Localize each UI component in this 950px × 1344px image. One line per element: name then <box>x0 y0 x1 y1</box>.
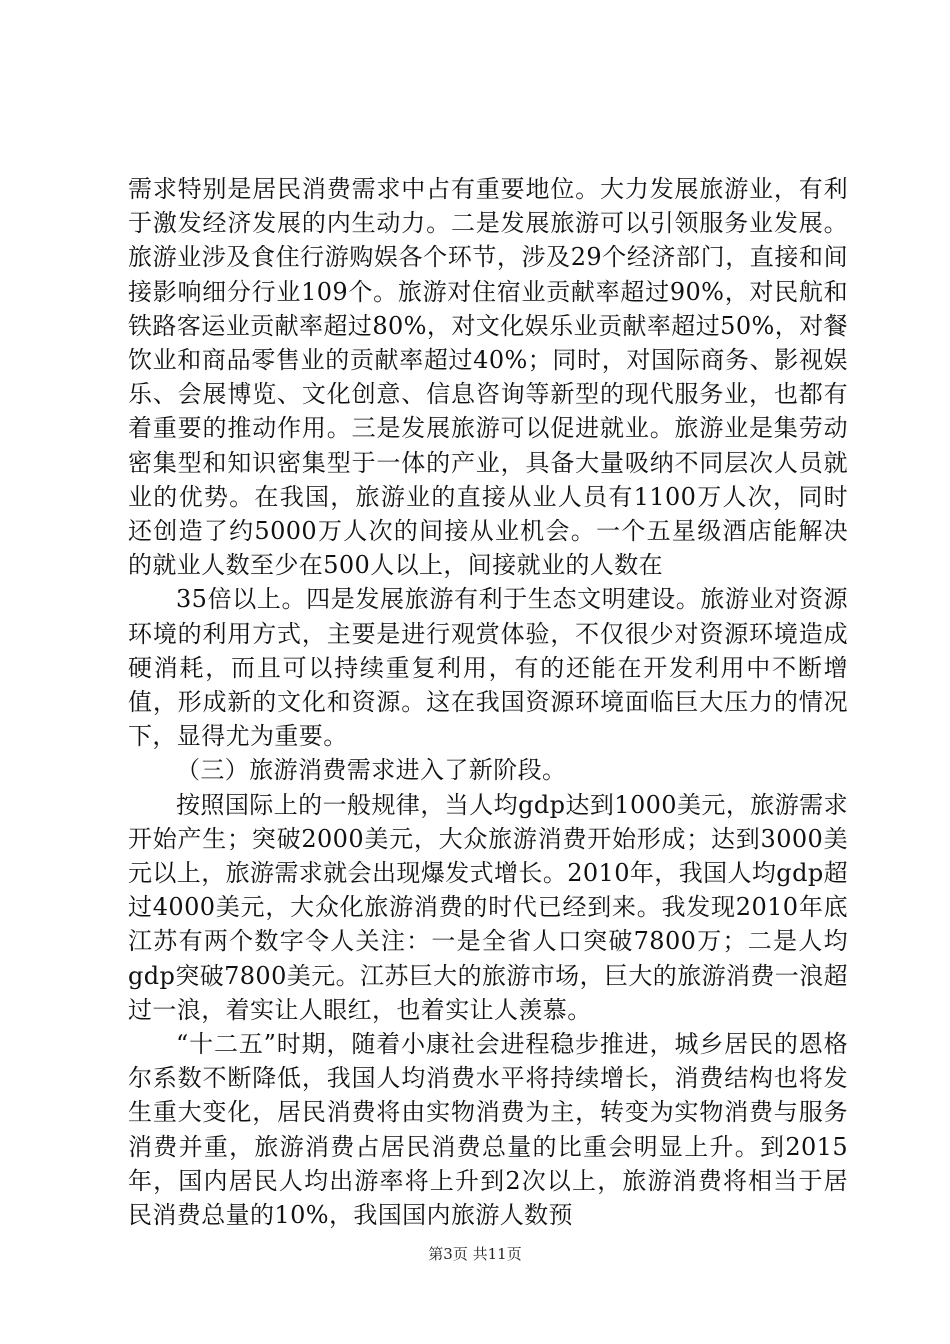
paragraph-twelfth-five-year: “十二五”时期，随着小康社会进程稳步推进，城乡居民的恩格尔系数不断降低，我国人均消费水平将持续增长，消费结构也将发生重大变化，居民消费将由实物消费为主，转变为实物消费与服务消费并重，旅游消费占居民消费总量的比重会明显上升。到2015年，国内居民人均出游率将上升到2次以上，旅游消费将相当于居民消费总量的10%，我国国内旅游人数预 <box>128 1030 848 1230</box>
paragraph-ecology: 35倍以上。四是发展旅游有利于生态文明建设。旅游业对资源环境的利用方式，主要是进行观赏体验，不仅很少对资源环境造成硬消耗，而且可以持续重复利用，有的还能在开发利用中不断增值，形成新的文化和资源。这在我国资源环境面临巨大压力的情况下，显得尤为重要。 <box>128 585 848 751</box>
page-footer: 第3页 共11页 <box>428 1245 522 1263</box>
paragraph-gdp: 按照国际上的一般规律，当人均gdp达到1000美元，旅游需求开始产生；突破2000美元，大众旅游消费开始形成；达到3000美元以上，旅游需求就会出现爆发式增长。2010年，我国人均gdp超过4000美元，大众化旅游消费的时代已经到来。我发现2010年底江苏有两个数字令人关注：一是全省人口突破7800万；二是人均gdp突破7800美元。江苏巨大的旅游市场，巨大的旅游消费一浪超过一浪，着实让人眼红，也着实让人羡慕。 <box>128 790 848 1024</box>
section-heading: （三）旅游消费需求进入了新阶段。 <box>176 756 567 785</box>
paragraph-continued: 需求特别是居民消费需求中占有重要地位。大力发展旅游业，有利于激发经济发展的内生动力。二是发展旅游可以引领服务业发展。旅游业涉及食住行游购娱各个环节，涉及29个经济部门，直接和间接影响细分行业109个。旅游对住宿业贡献率超过90%，对民航和铁路客运业贡献率超过80%，对文化娱乐业贡献率超过50%，对餐饮业和商品零售业的贡献率超过40%；同时，对国际商务、影视娱乐、会展博览、文化创意、信息咨询等新型的现代服务业，也都有着重要的推动作用。三是发展旅游可以促进就业。旅游业是集劳动密集型和知识密集型于一体的产业，具备大量吸纳不同层次人员就业的优势。在我国，旅游业的直接从业人员有1100万人次，同时还创造了约5000万人次的间接从业机会。一个五星级酒店能解决的就业人数至少在500人以上，间接就业的人数在 <box>128 175 848 580</box>
body-text <box>128 172 848 1232</box>
